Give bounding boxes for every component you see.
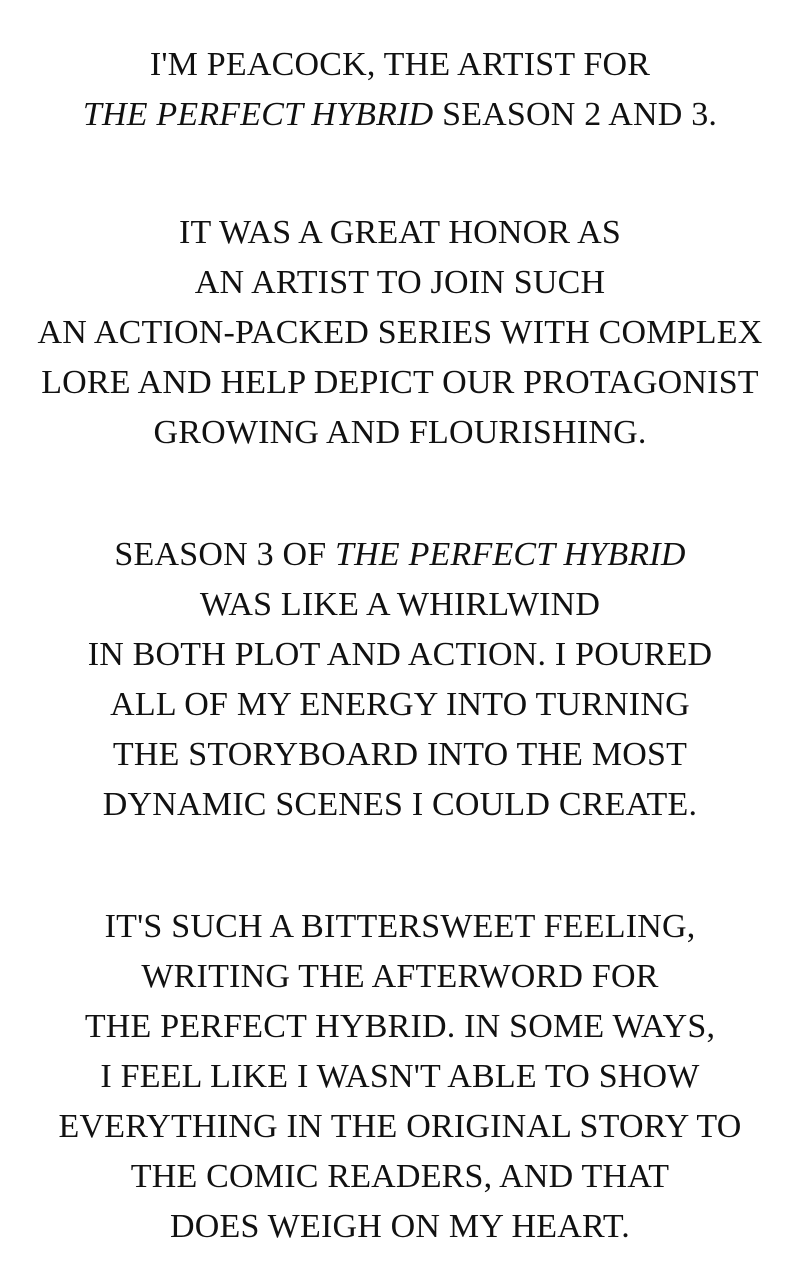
text-line — [18, 1152, 782, 1202]
text-line — [18, 1002, 782, 1052]
text-segment: IN BOTH PLOT AND ACTION. I POURED — [87, 636, 713, 673]
text-segment: SEASON 2 AND 3. — [433, 96, 718, 133]
text-line — [18, 952, 782, 1002]
text-block-season3 — [18, 530, 782, 830]
text-line — [18, 680, 782, 730]
text-segment: THE STORYBOARD INTO THE MOST — [112, 736, 688, 773]
text-line — [18, 780, 782, 830]
text-line — [18, 90, 782, 140]
text-line — [18, 530, 782, 580]
paragraph-gap — [18, 458, 782, 530]
text-segment: ALL OF MY ENERGY INTO TURNING — [110, 686, 690, 723]
text-segment: IT WAS A GREAT HONOR AS — [179, 214, 621, 251]
text-line — [18, 580, 782, 630]
text-line — [18, 40, 782, 90]
paragraph-gap — [18, 140, 782, 208]
text-line — [18, 730, 782, 780]
text-line — [18, 258, 782, 308]
text-line — [18, 208, 782, 258]
text-segment: DOES WEIGH ON MY HEART. — [170, 1208, 630, 1245]
text-segment: I'M PEACOCK, THE ARTIST FOR — [149, 46, 651, 83]
text-segment: LORE AND HELP DEPICT OUR PROTAGONIST — [41, 364, 759, 401]
text-line — [18, 630, 782, 680]
text-line — [18, 1052, 782, 1102]
text-segment: WRITING THE AFTERWORD FOR — [141, 958, 659, 995]
text-line — [18, 902, 782, 952]
text-segment: AN ACTION-PACKED SERIES WITH COMPLEX — [37, 314, 763, 351]
paragraph-gap — [18, 830, 782, 902]
text-segment: I FEEL LIKE I WASN'T ABLE TO SHOW — [100, 1058, 700, 1095]
text-segment: THE COMIC READERS, AND THAT — [130, 1158, 670, 1195]
text-segment: GROWING AND FLOURISHING. — [153, 414, 647, 451]
series-title-italic: THE PERFECT HYBRID — [335, 536, 686, 573]
text-line — [18, 308, 782, 358]
text-blocks-container — [18, 40, 782, 1252]
text-line — [18, 1202, 782, 1252]
text-line — [18, 1102, 782, 1152]
text-block-honor — [18, 208, 782, 458]
text-line — [18, 408, 782, 458]
text-segment: DYNAMIC SCENES I COULD CREATE. — [102, 786, 698, 823]
text-segment: THE PERFECT HYBRID. IN SOME WAYS, — [84, 1008, 716, 1045]
text-segment: AN ARTIST TO JOIN SUCH — [194, 264, 606, 301]
text-segment: IT'S SUCH A BITTERSWEET FEELING, — [104, 908, 696, 945]
text-block-intro — [18, 40, 782, 140]
text-segment: SEASON 3 OF — [114, 536, 336, 573]
text-segment: EVERYTHING IN THE ORIGINAL STORY TO — [58, 1108, 742, 1145]
text-line — [18, 358, 782, 408]
text-segment: WAS LIKE A WHIRLWIND — [199, 586, 601, 623]
series-title-italic: THE PERFECT HYBRID — [82, 96, 434, 133]
text-block-bittersweet — [18, 902, 782, 1252]
